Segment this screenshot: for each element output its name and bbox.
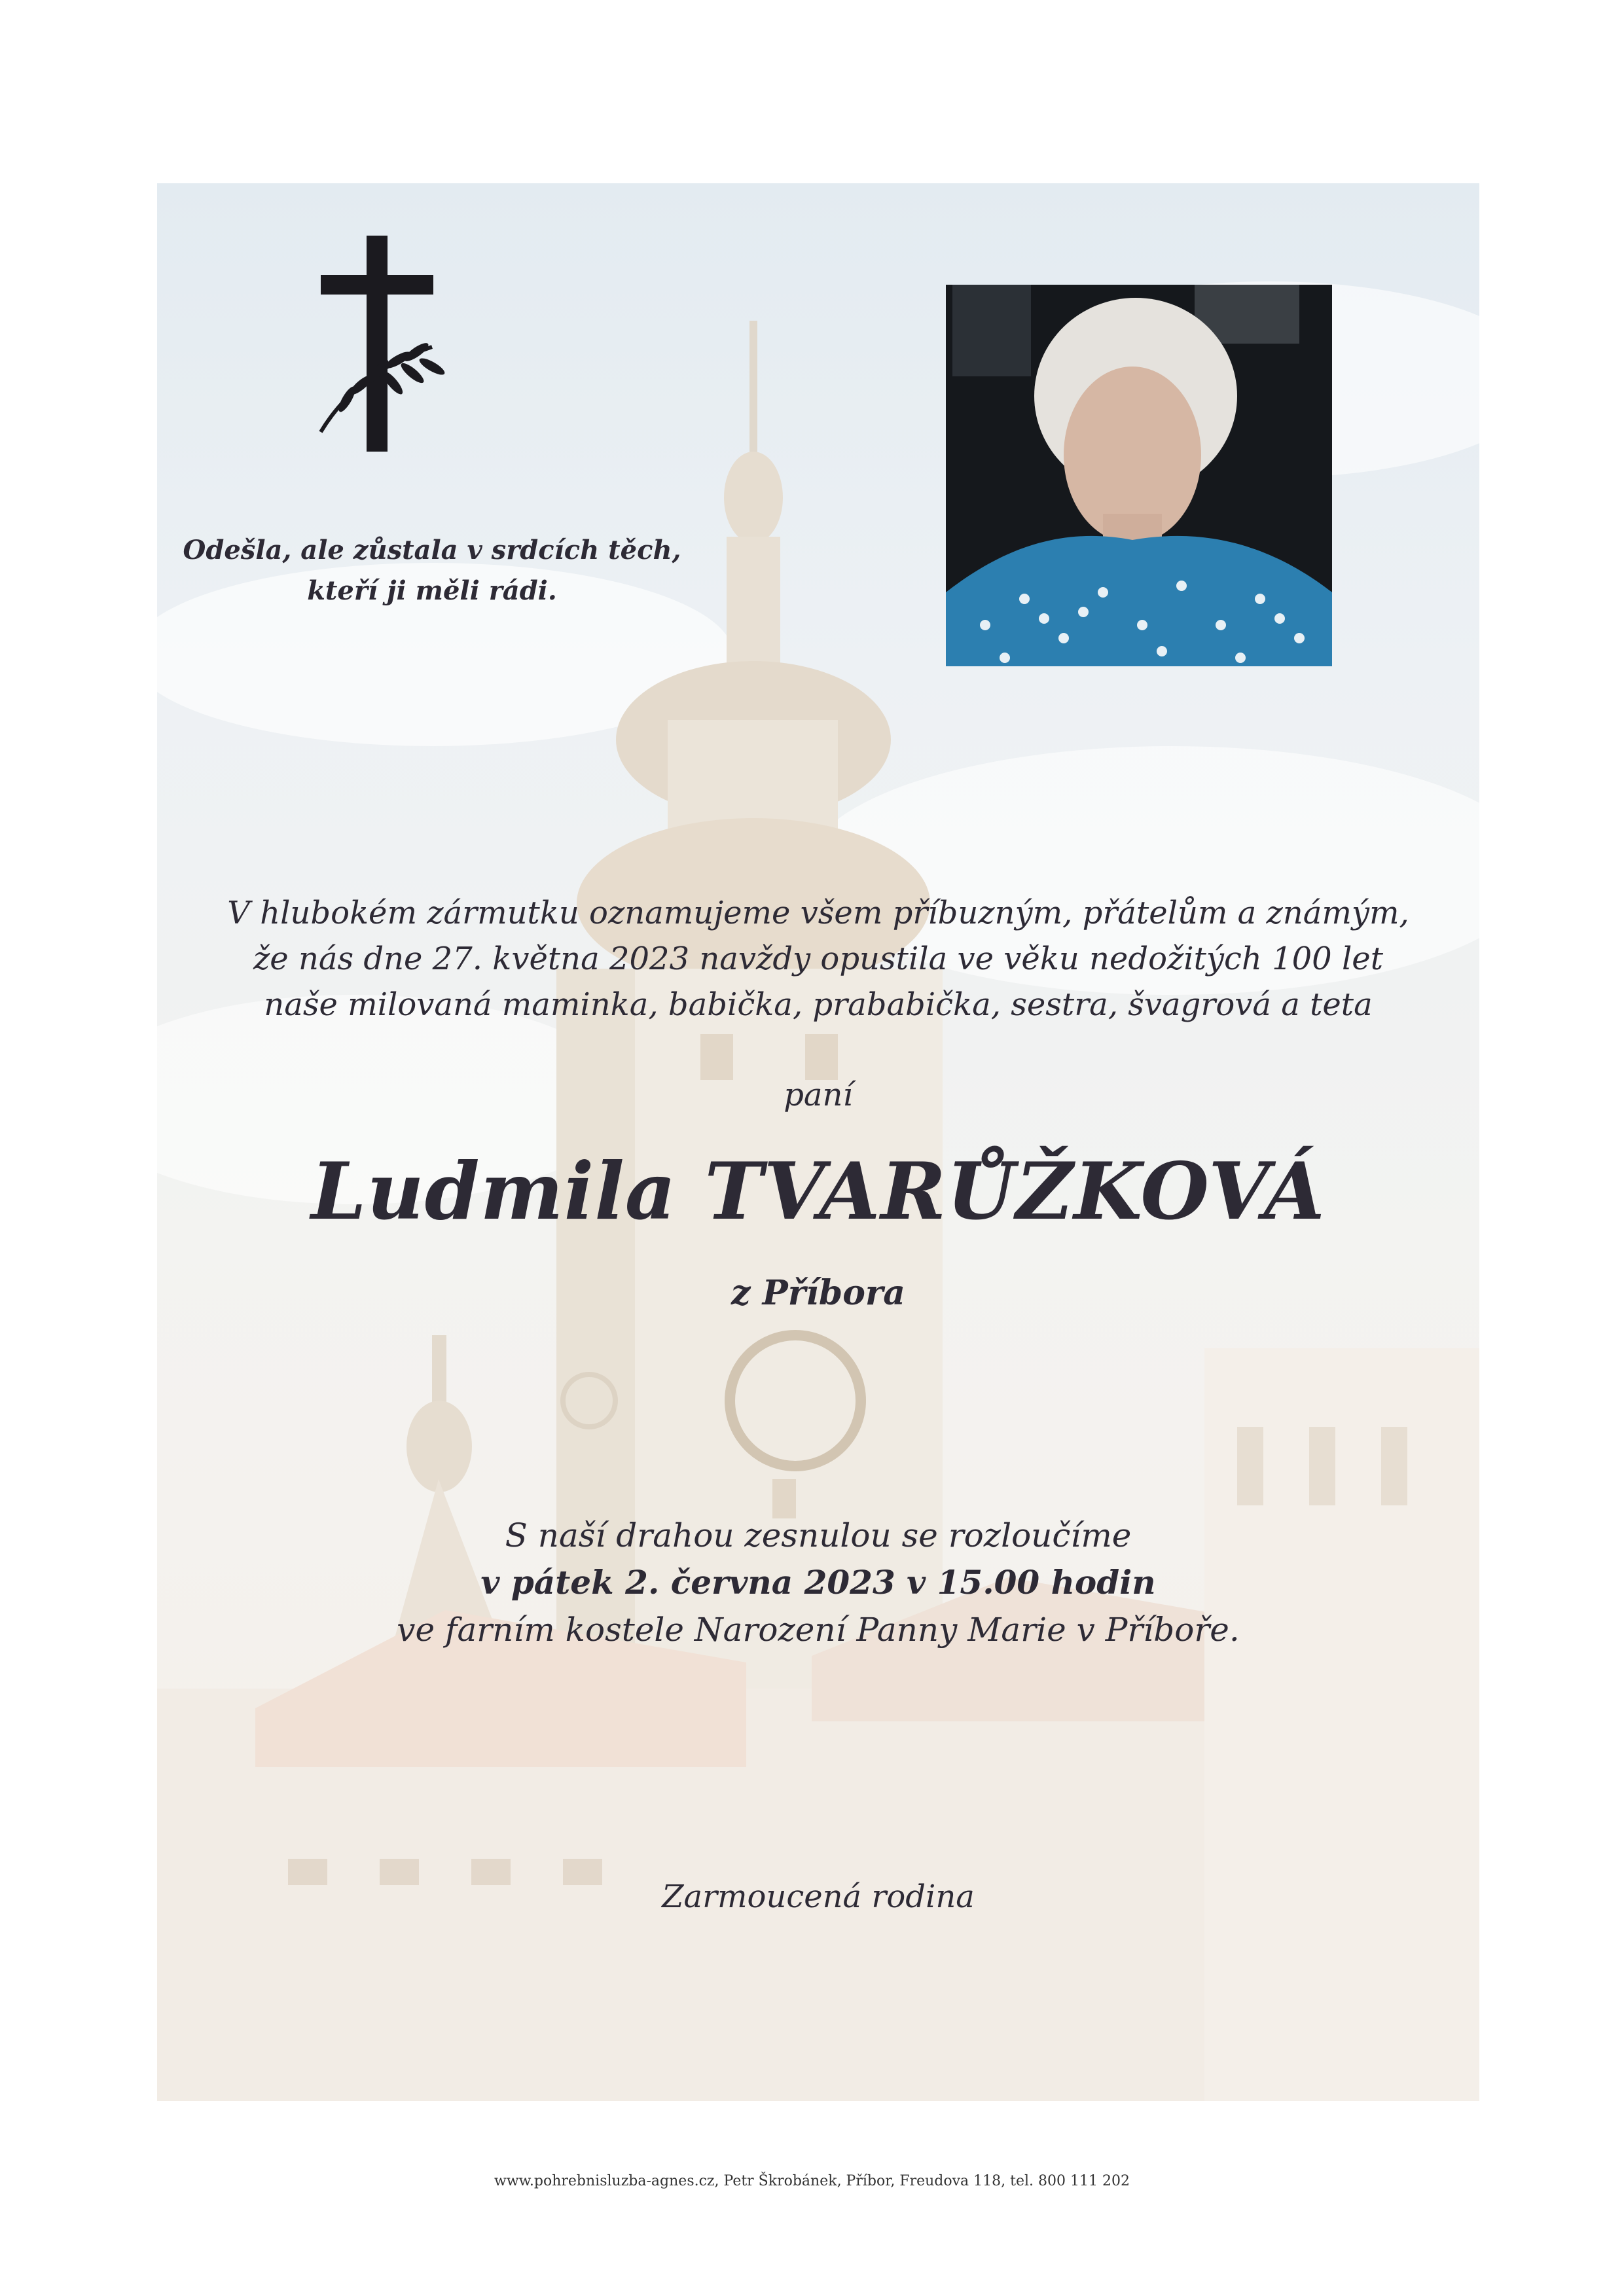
farewell-line: S naší drahou zesnulou se rozloučíme	[505, 1516, 1132, 1554]
announcement-line: naše milovaná maminka, babička, prababička, sestra, švagrová a teta	[264, 986, 1373, 1023]
deceased-name: Ludmila TVARŮŽKOVÁ	[311, 1145, 1326, 1238]
portrait-photo	[946, 285, 1332, 666]
salutation: paní	[784, 1077, 853, 1113]
farewell-text	[157, 1512, 1479, 1653]
footer: www.pohrebnisluzba-agnes.cz, Petr Škrobánek, Příbor, Freudova 118, tel. 800 111 202	[494, 2173, 1130, 2189]
portrait-image	[946, 285, 1332, 666]
signature: Zarmoucená rodina	[662, 1878, 975, 1915]
origin: z Příbora	[731, 1273, 906, 1313]
farewell-date: v pátek 2. června 2023 v 15.00 hodin	[480, 1563, 1156, 1602]
announcement-line: že nás dne 27. května 2023 navždy opustila ve věku nedožitých 100 let	[253, 941, 1383, 977]
announcement-line: V hlubokém zármutku oznamujeme všem příbuzným, přátelům a známým,	[227, 895, 1409, 931]
motto-line: kteří ji měli rádi.	[307, 575, 557, 606]
farewell-place: ve farním kostele Narození Panny Marie v Příboře.	[397, 1611, 1240, 1649]
motto	[157, 530, 707, 611]
announcement-text	[157, 890, 1479, 1028]
background-panel	[157, 183, 1479, 2101]
motto-line: Odešla, ale zůstala v srdcích těch,	[183, 535, 681, 565]
cross-icon	[301, 236, 465, 471]
